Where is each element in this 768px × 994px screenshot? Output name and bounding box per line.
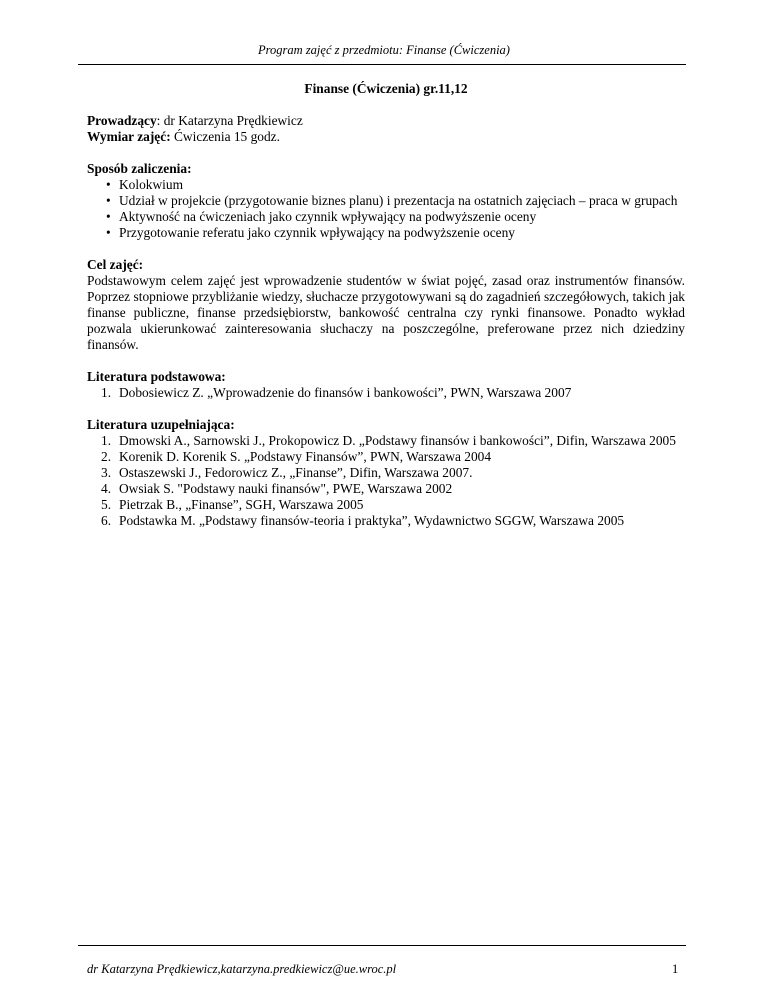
footer-author: dr Katarzyna Prędkiewicz,katarzyna.predkiewicz@ue.wroc.pl: [87, 962, 397, 976]
goal-paragraph: Podstawowym celem zajęć jest wprowadzenie studentów w świat pojęć, zasad oraz instrumentów finansów. Poprzez stopniowe przybliżanie wiedzy, słuchacze przygotowywani są do zagadnień szczegółowych, takich jak finanse publiczne, finanse przedsiębiorstw, bankowość centralna czy rynki finansowe. Ponadto wykład pozwala ukierunkować zainteresowania słuchaczy na poszczególne, preferowane przez nich dziedziny finansów.: [87, 273, 685, 352]
instructor-label: Prowadzący: [87, 113, 157, 128]
instructor-value: : dr Katarzyna Prędkiewicz: [156, 113, 303, 128]
goal-heading: Cel zajęć:: [87, 257, 144, 272]
document-body: [87, 81, 685, 529]
list-item: 6. Podstawka M. „Podstawy finansów-teoria i praktyka”, Wydawnictwo SGGW, Warszawa 2005: [101, 513, 625, 528]
assessment-list: [87, 177, 685, 241]
instructor-line: [87, 113, 685, 129]
bullet-icon: •: [106, 209, 111, 224]
document-title: Finanse (Ćwiczenia) gr.11,12: [304, 81, 468, 96]
page-number: 1: [672, 962, 679, 976]
list-item: • Aktywność na ćwiczeniach jako czynnik wpływający na podwyższenie oceny: [106, 209, 537, 224]
bullet-icon: •: [106, 225, 111, 240]
literature-extra-section: [87, 417, 685, 529]
literature-basic-section: [87, 369, 685, 401]
hours-line: [87, 129, 685, 145]
bullet-icon: •: [106, 177, 111, 192]
list-item: 5. Pietrzak B., „Finanse”, SGH, Warszawa 2005: [101, 497, 364, 512]
list-item: • Udział w projekcie (przygotowanie biznes planu) i prezentacja na ostatnich zajęciach – praca w grupach: [106, 193, 678, 208]
footer-rule: [78, 945, 686, 946]
goal-section: [87, 257, 685, 353]
hours-label: Wymiar zajęć:: [87, 129, 171, 144]
hours-value: Ćwiczenia 15 godz.: [170, 129, 280, 144]
literature-basic-heading: Literatura podstawowa:: [87, 369, 226, 384]
list-item: • Przygotowanie referatu jako czynnik wpływający na podwyższenie oceny: [106, 225, 515, 240]
literature-extra-heading: Literatura uzupełniająca:: [87, 417, 235, 432]
assessment-heading: Sposób zaliczenia:: [87, 161, 192, 176]
running-header: Program zajęć z przedmiotu: Finanse (Ćwiczenia): [258, 43, 510, 57]
bullet-icon: •: [106, 193, 111, 208]
list-item: 1. Dmowski A., Sarnowski J., Prokopowicz D. „Podstawy finansów i bankowości”, Difin, Warszawa 2005: [101, 433, 676, 448]
list-item: 4. Owsiak S. "Podstawy nauki finansów", PWE, Warszawa 2002: [101, 481, 453, 496]
literature-extra-list: [87, 433, 685, 529]
list-item: 2. Korenik D. Korenik S. „Podstawy Finansów”, PWN, Warszawa 2004: [101, 449, 492, 464]
list-item: 1. Dobosiewicz Z. „Wprowadzenie do finansów i bankowości”, PWN, Warszawa 2007: [101, 385, 572, 400]
literature-basic-list: [87, 385, 685, 401]
header-rule: [78, 64, 686, 65]
list-item: • Kolokwium: [106, 177, 183, 192]
list-item: 3. Ostaszewski J., Fedorowicz Z., „Finanse”, Difin, Warszawa 2007.: [101, 465, 473, 480]
assessment-section: [87, 161, 685, 241]
